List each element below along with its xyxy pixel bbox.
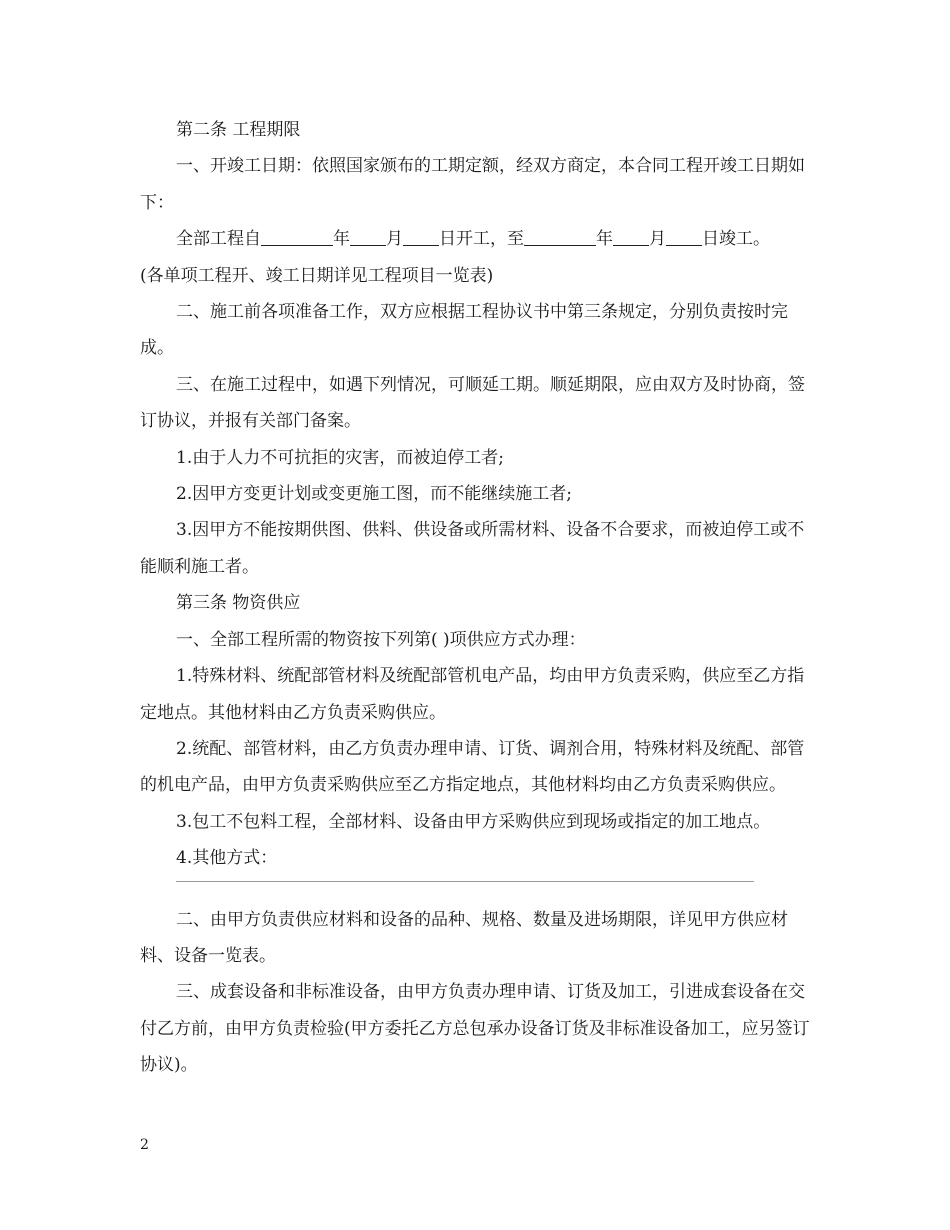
- article-2-item-1: 1.由于人力不可抗拒的灾害，而被迫停工者;: [176, 447, 504, 468]
- dates-text-b: 年: [333, 229, 350, 250]
- article-3-paragraph-1: 一、全部工程所需的物资按下列第( )项供应方式办理：: [176, 629, 586, 650]
- article-2-item-2: 2.因甲方变更计划或变更施工图，而不能继续施工者;: [176, 484, 572, 505]
- article-3-item-1: 1.特殊材料、统配部管材料及统配部管机电产品，均由甲方负责采购，供应至乙方指定地点。其他材料由乙方负责采购供应。: [140, 666, 805, 723]
- article-2-paragraph-5: 三、在施工过程中，如遇下列情况，可顺延工期。顺延期限，应由双方及时协商，签订协议，并报有关部门备案。: [140, 374, 805, 432]
- article-2-paragraph-4: 二、施工前各项准备工作，双方应根据工程协议书中第三条规定，分别负责按时完成。: [140, 302, 788, 359]
- dates-text-f: 月: [649, 229, 666, 250]
- article-3-paragraph-3: 三、成套设备和非标准设备，由甲方负责办理申请、订货及加工，引进成套设备在交付乙方前，由甲方负责检验(甲方委托乙方总包承办设备订货及非标准设备加工，应另签订协议)。: [140, 982, 810, 1076]
- start-day-blank: [403, 227, 439, 246]
- page-number: 2: [140, 1137, 149, 1153]
- end-year-blank: [524, 227, 596, 246]
- fill-in-line: [176, 881, 754, 882]
- document-body: [140, 112, 820, 1084]
- article-3-paragraph-2: 二、由甲方负责供应材料和设备的品种、规格、数量及进场期限，详见甲方供应材料、设备一览表。: [140, 909, 788, 966]
- article-2-paragraph-1: 一、开竣工日期：依照国家颁布的工期定额，经双方商定，本合同工程开竣工日期如下：: [140, 156, 805, 213]
- dates-text-d: 日开工，至: [439, 229, 524, 250]
- start-year-blank: [261, 227, 333, 246]
- end-day-blank: [666, 227, 702, 246]
- article-2-paragraph-3: (各单项工程开、竣工日期详见工程项目一览表): [140, 265, 494, 286]
- dates-text-c: 月: [386, 229, 403, 250]
- article-2-item-3: 3.因甲方不能按期供图、供料、供设备或所需材料、设备不合要求，而被迫停工或不能顺利施工者。: [140, 520, 805, 577]
- article-3-item-4: 4.其他方式：: [176, 848, 278, 869]
- article-2-title: 第二条 工程期限: [176, 120, 301, 140]
- article-3-item-3: 3.包工不包料工程，全部材料、设备由甲方采购供应到现场或指定的加工地点。: [176, 811, 771, 832]
- article-3-item-2: 2.统配、部管材料，由乙方负责办理申请、订货、调剂合用，特殊材料及统配、部管的机电产品，由甲方负责采购供应至乙方指定地点，其他材料均由乙方负责采购供应。: [140, 738, 805, 796]
- start-month-blank: [350, 227, 386, 246]
- end-month-blank: [613, 227, 649, 246]
- article-3-title: 第三条 物资供应: [176, 593, 301, 614]
- dates-text-g: 日竣工。: [702, 229, 770, 250]
- dates-text-e: 年: [596, 229, 613, 250]
- article-2-dates-line: [140, 221, 820, 257]
- dates-text-a: 全部工程自: [176, 229, 261, 250]
